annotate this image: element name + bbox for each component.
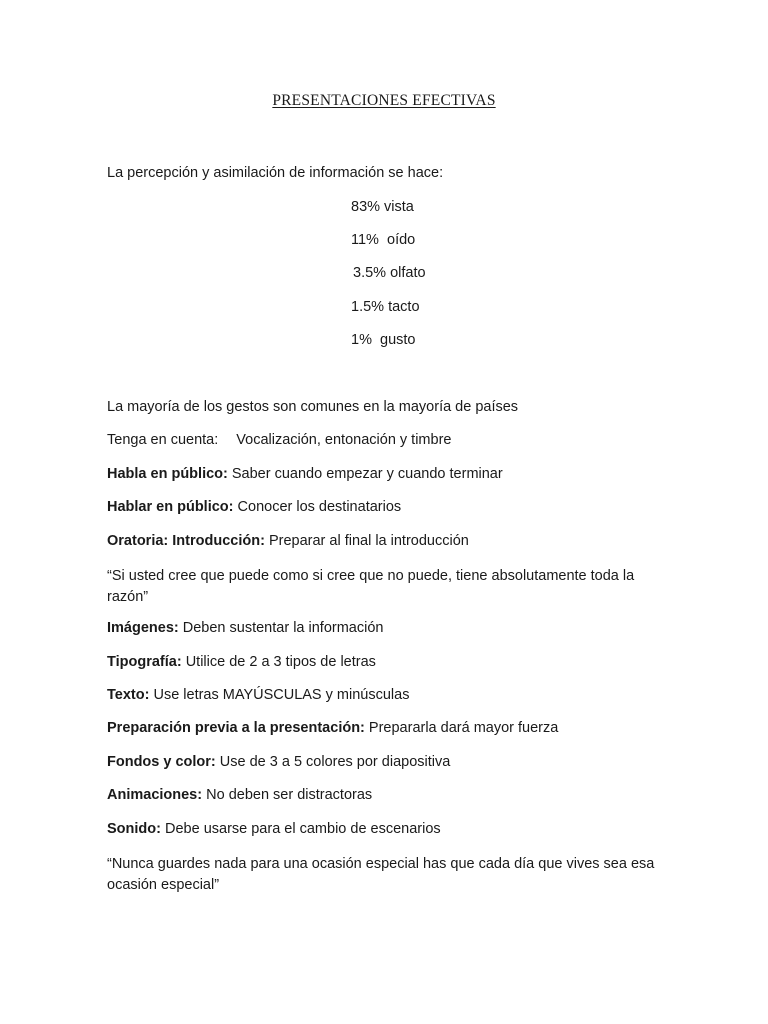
item-text: Conocer los destinatarios bbox=[237, 499, 402, 515]
item-text: No deben ser distractoras bbox=[206, 787, 373, 803]
item-imagenes bbox=[107, 620, 383, 636]
item-animaciones bbox=[107, 787, 372, 803]
item-text: Saber cuando empezar y cuando terminar bbox=[231, 466, 503, 482]
consider-value: Vocalización, entonación y timbre bbox=[236, 432, 452, 448]
item-label: Sonido: bbox=[107, 821, 161, 837]
item-oratoria bbox=[107, 533, 469, 549]
item-text: Utilice de 2 a 3 tipos de letras bbox=[185, 654, 376, 670]
item-texto bbox=[107, 687, 409, 703]
item-label: Fondos y color: bbox=[107, 754, 216, 770]
item-label: Animaciones: bbox=[107, 787, 203, 803]
quote-1: “Si usted cree que puede como si cree que no puede, tiene absolutamente toda la razón” bbox=[107, 568, 635, 605]
item-label: Preparación previa a la presentación: bbox=[107, 720, 365, 736]
stat-gusto: 1% gusto bbox=[351, 332, 416, 348]
item-text: Debe usarse para el cambio de escenarios bbox=[165, 821, 441, 837]
item-text: Preparar al final la introducción bbox=[268, 533, 469, 549]
stat-olfato: 3.5% olfato bbox=[353, 265, 426, 281]
item-tipografia bbox=[107, 654, 376, 670]
item-label: Oratoria: Introducción: bbox=[107, 533, 265, 549]
item-text: Deben sustentar la información bbox=[182, 620, 384, 636]
item-label: Habla en público: bbox=[107, 466, 228, 482]
item-label: Tipografía: bbox=[107, 654, 182, 670]
item-hablar bbox=[107, 499, 401, 515]
stat-vista: 83% vista bbox=[351, 199, 414, 215]
item-sonido bbox=[107, 821, 441, 837]
stat-oido: 11% oído bbox=[351, 232, 416, 248]
consider-label: Tenga en cuenta: bbox=[107, 432, 219, 448]
intro-text: La percepción y asimilación de información se hace: bbox=[107, 165, 444, 181]
item-text: Use letras MAYÚSCULAS y minúsculas bbox=[153, 687, 410, 703]
stat-tacto: 1.5% tacto bbox=[351, 299, 420, 315]
item-text: Use de 3 a 5 colores por diapositiva bbox=[219, 754, 451, 770]
item-text: Prepararla dará mayor fuerza bbox=[368, 720, 559, 736]
item-label: Imágenes: bbox=[107, 620, 179, 636]
item-preparacion bbox=[107, 720, 558, 736]
item-label: Hablar en público: bbox=[107, 499, 234, 515]
quote-2: “Nunca guardes nada para una ocasión especial has que cada día que vives sea esa ocasión especial” bbox=[107, 856, 655, 893]
item-fondos bbox=[107, 754, 450, 770]
consider-line bbox=[107, 432, 451, 448]
gestures-text: La mayoría de los gestos son comunes en la mayoría de países bbox=[107, 399, 519, 415]
item-label: Texto: bbox=[107, 687, 150, 703]
document-title: PRESENTACIONES EFECTIVAS bbox=[272, 92, 496, 109]
item-habla bbox=[107, 466, 503, 482]
